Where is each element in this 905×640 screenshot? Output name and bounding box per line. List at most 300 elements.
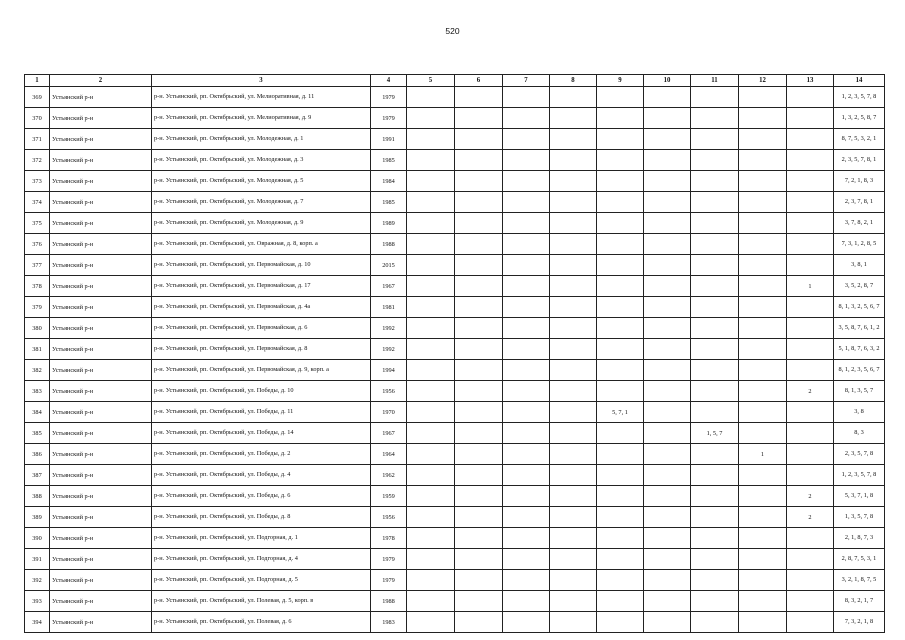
col7-cell	[503, 591, 550, 612]
address-cell: р-н. Устьянский, рп. Октябрьский, ул. Победы, д. 6	[152, 486, 371, 507]
col11-cell	[691, 591, 739, 612]
address-cell: р-н. Устьянский, рп. Октябрьский, ул. Победы, д. 10	[152, 381, 371, 402]
district-cell: Устьянский р-н	[50, 591, 152, 612]
row-number: 374	[25, 192, 50, 213]
col14-cell: 1, 3, 5, 7, 8	[834, 507, 885, 528]
col6-cell	[455, 297, 503, 318]
col11-cell	[691, 318, 739, 339]
col8-cell	[550, 444, 597, 465]
table-row	[25, 108, 885, 129]
col8-cell	[550, 549, 597, 570]
col12-cell	[739, 192, 787, 213]
col12-cell	[739, 381, 787, 402]
column-header-3: 3	[152, 75, 371, 87]
col10-cell	[644, 528, 691, 549]
col14-cell: 1, 2, 3, 5, 7, 8	[834, 87, 885, 108]
col14-cell: 3, 2, 1, 8, 7, 5	[834, 570, 885, 591]
col14-cell: 7, 2, 1, 8, 3	[834, 171, 885, 192]
year-cell: 1970	[371, 402, 407, 423]
col13-cell	[787, 171, 834, 192]
row-number: 371	[25, 129, 50, 150]
year-cell: 1985	[371, 150, 407, 171]
district-cell: Устьянский р-н	[50, 549, 152, 570]
col11-cell	[691, 255, 739, 276]
district-cell: Устьянский р-н	[50, 150, 152, 171]
col13-cell	[787, 360, 834, 381]
year-cell: 1988	[371, 591, 407, 612]
col8-cell	[550, 528, 597, 549]
col9-cell	[597, 339, 644, 360]
table-row	[25, 213, 885, 234]
district-cell: Устьянский р-н	[50, 381, 152, 402]
col9-cell	[597, 108, 644, 129]
col5-cell	[407, 318, 455, 339]
col10-cell	[644, 381, 691, 402]
table-row	[25, 570, 885, 591]
col6-cell	[455, 108, 503, 129]
col14-cell: 8, 1, 2, 3, 5, 6, 7	[834, 360, 885, 381]
col14-cell: 7, 3, 1, 2, 8, 5	[834, 234, 885, 255]
row-number: 391	[25, 549, 50, 570]
year-cell: 1989	[371, 213, 407, 234]
col11-cell	[691, 87, 739, 108]
year-cell: 1983	[371, 612, 407, 633]
district-cell: Устьянский р-н	[50, 402, 152, 423]
col11-cell	[691, 213, 739, 234]
col11-cell	[691, 108, 739, 129]
col7-cell	[503, 570, 550, 591]
address-cell: р-н. Устьянский, рп. Октябрьский, ул. Мелиоративная, д. 9	[152, 108, 371, 129]
col14-cell: 5, 3, 7, 1, 8	[834, 486, 885, 507]
district-cell: Устьянский р-н	[50, 507, 152, 528]
row-number: 380	[25, 318, 50, 339]
table-body	[25, 87, 885, 633]
year-cell: 1979	[371, 570, 407, 591]
col6-cell	[455, 465, 503, 486]
col12-cell	[739, 129, 787, 150]
col8-cell	[550, 255, 597, 276]
table-row	[25, 612, 885, 633]
row-number: 393	[25, 591, 50, 612]
col7-cell	[503, 339, 550, 360]
col11-cell	[691, 402, 739, 423]
col5-cell	[407, 402, 455, 423]
col14-cell: 8, 1, 3, 5, 7	[834, 381, 885, 402]
col7-cell	[503, 150, 550, 171]
col13-cell	[787, 570, 834, 591]
col6-cell	[455, 360, 503, 381]
col12-cell	[739, 360, 787, 381]
column-header-11: 11	[691, 75, 739, 87]
col13-cell	[787, 339, 834, 360]
address-cell: р-н. Устьянский, рп. Октябрьский, ул. Подгорная, д. 4	[152, 549, 371, 570]
col12-cell	[739, 297, 787, 318]
col5-cell	[407, 612, 455, 633]
year-cell: 1992	[371, 318, 407, 339]
col9-cell	[597, 612, 644, 633]
address-cell: р-н. Устьянский, рп. Октябрьский, ул. Первомайская, д. 17	[152, 276, 371, 297]
address-cell: р-н. Устьянский, рп. Октябрьский, ул. Победы, д. 8	[152, 507, 371, 528]
col10-cell	[644, 486, 691, 507]
col11-cell	[691, 507, 739, 528]
col7-cell	[503, 297, 550, 318]
column-header-9: 9	[597, 75, 644, 87]
col13-cell	[787, 549, 834, 570]
address-cell: р-н. Устьянский, рп. Октябрьский, ул. Овражная, д. 8, корп. а	[152, 234, 371, 255]
col9-cell	[597, 465, 644, 486]
row-number: 387	[25, 465, 50, 486]
col8-cell	[550, 213, 597, 234]
district-cell: Устьянский р-н	[50, 192, 152, 213]
row-number: 388	[25, 486, 50, 507]
col6-cell	[455, 192, 503, 213]
district-cell: Устьянский р-н	[50, 171, 152, 192]
col7-cell	[503, 318, 550, 339]
address-cell: р-н. Устьянский, рп. Октябрьский, ул. Первомайская, д. 4а	[152, 297, 371, 318]
col8-cell	[550, 507, 597, 528]
col7-cell	[503, 423, 550, 444]
col13-cell	[787, 528, 834, 549]
district-cell: Устьянский р-н	[50, 276, 152, 297]
col7-cell	[503, 486, 550, 507]
col9-cell	[597, 87, 644, 108]
col12-cell	[739, 108, 787, 129]
col12-cell	[739, 465, 787, 486]
row-number: 385	[25, 423, 50, 444]
col6-cell	[455, 87, 503, 108]
col13-cell	[787, 612, 834, 633]
column-header-1: 1	[25, 75, 50, 87]
year-cell: 1979	[371, 108, 407, 129]
year-cell: 1979	[371, 549, 407, 570]
col13-cell: 2	[787, 486, 834, 507]
col6-cell	[455, 318, 503, 339]
row-number: 386	[25, 444, 50, 465]
col8-cell	[550, 381, 597, 402]
table-row	[25, 318, 885, 339]
table-row	[25, 297, 885, 318]
col14-cell: 3, 5, 2, 8, 7	[834, 276, 885, 297]
row-number: 389	[25, 507, 50, 528]
column-header-14: 14	[834, 75, 885, 87]
col10-cell	[644, 276, 691, 297]
address-cell: р-н. Устьянский, рп. Октябрьский, ул. Победы, д. 11	[152, 402, 371, 423]
col8-cell	[550, 402, 597, 423]
col13-cell	[787, 129, 834, 150]
col6-cell	[455, 486, 503, 507]
col6-cell	[455, 507, 503, 528]
col6-cell	[455, 234, 503, 255]
col5-cell	[407, 381, 455, 402]
year-cell: 1962	[371, 465, 407, 486]
col8-cell	[550, 591, 597, 612]
col11-cell	[691, 129, 739, 150]
col10-cell	[644, 192, 691, 213]
col7-cell	[503, 381, 550, 402]
col9-cell	[597, 234, 644, 255]
col13-cell	[787, 87, 834, 108]
col14-cell: 3, 8	[834, 402, 885, 423]
col6-cell	[455, 276, 503, 297]
col5-cell	[407, 528, 455, 549]
district-cell: Устьянский р-н	[50, 423, 152, 444]
col8-cell	[550, 276, 597, 297]
col10-cell	[644, 402, 691, 423]
district-cell: Устьянский р-н	[50, 528, 152, 549]
table-row	[25, 423, 885, 444]
year-cell: 1967	[371, 276, 407, 297]
row-number: 369	[25, 87, 50, 108]
district-cell: Устьянский р-н	[50, 129, 152, 150]
col14-cell: 5, 1, 8, 7, 6, 3, 2	[834, 339, 885, 360]
row-number: 382	[25, 360, 50, 381]
table-row	[25, 234, 885, 255]
col14-cell: 2, 8, 7, 5, 3, 1	[834, 549, 885, 570]
col13-cell: 2	[787, 381, 834, 402]
table-row	[25, 360, 885, 381]
col9-cell	[597, 297, 644, 318]
col7-cell	[503, 192, 550, 213]
column-header-13: 13	[787, 75, 834, 87]
column-header-10: 10	[644, 75, 691, 87]
col10-cell	[644, 234, 691, 255]
table-row	[25, 402, 885, 423]
col11-cell	[691, 171, 739, 192]
year-cell: 1956	[371, 381, 407, 402]
col8-cell	[550, 129, 597, 150]
col7-cell	[503, 171, 550, 192]
col10-cell	[644, 297, 691, 318]
col10-cell	[644, 87, 691, 108]
col9-cell	[597, 381, 644, 402]
col9-cell	[597, 213, 644, 234]
district-cell: Устьянский р-н	[50, 465, 152, 486]
col5-cell	[407, 150, 455, 171]
col13-cell	[787, 423, 834, 444]
col9-cell	[597, 360, 644, 381]
col12-cell	[739, 255, 787, 276]
col11-cell	[691, 276, 739, 297]
col8-cell	[550, 360, 597, 381]
district-cell: Устьянский р-н	[50, 297, 152, 318]
col13-cell	[787, 591, 834, 612]
table-row	[25, 528, 885, 549]
row-number: 370	[25, 108, 50, 129]
table-row	[25, 192, 885, 213]
col12-cell	[739, 402, 787, 423]
col9-cell	[597, 129, 644, 150]
col9-cell	[597, 444, 644, 465]
col5-cell	[407, 192, 455, 213]
row-number: 379	[25, 297, 50, 318]
col8-cell	[550, 612, 597, 633]
col7-cell	[503, 255, 550, 276]
row-number: 383	[25, 381, 50, 402]
col5-cell	[407, 591, 455, 612]
row-number: 376	[25, 234, 50, 255]
table-row	[25, 255, 885, 276]
col7-cell	[503, 360, 550, 381]
col9-cell	[597, 570, 644, 591]
col5-cell	[407, 255, 455, 276]
col10-cell	[644, 444, 691, 465]
col12-cell	[739, 318, 787, 339]
col7-cell	[503, 549, 550, 570]
col7-cell	[503, 402, 550, 423]
table-row	[25, 339, 885, 360]
address-cell: р-н. Устьянский, рп. Октябрьский, ул. Первомайская, д. 8	[152, 339, 371, 360]
col5-cell	[407, 549, 455, 570]
housing-table	[24, 74, 885, 633]
district-cell: Устьянский р-н	[50, 108, 152, 129]
col8-cell	[550, 150, 597, 171]
col12-cell	[739, 612, 787, 633]
district-cell: Устьянский р-н	[50, 360, 152, 381]
col12-cell	[739, 213, 787, 234]
col10-cell	[644, 150, 691, 171]
col12-cell	[739, 591, 787, 612]
col11-cell	[691, 150, 739, 171]
col10-cell	[644, 423, 691, 444]
col9-cell	[597, 423, 644, 444]
col6-cell	[455, 444, 503, 465]
col12-cell	[739, 87, 787, 108]
col13-cell	[787, 402, 834, 423]
col13-cell	[787, 108, 834, 129]
year-cell: 1956	[371, 507, 407, 528]
year-cell: 1988	[371, 234, 407, 255]
col9-cell	[597, 528, 644, 549]
col12-cell	[739, 171, 787, 192]
col5-cell	[407, 108, 455, 129]
col10-cell	[644, 591, 691, 612]
year-cell: 1964	[371, 444, 407, 465]
col13-cell	[787, 192, 834, 213]
year-cell: 1984	[371, 171, 407, 192]
col11-cell	[691, 234, 739, 255]
address-cell: р-н. Устьянский, рп. Октябрьский, ул. Молодежная, д. 7	[152, 192, 371, 213]
table-row	[25, 129, 885, 150]
col6-cell	[455, 591, 503, 612]
table-row	[25, 465, 885, 486]
col8-cell	[550, 570, 597, 591]
col14-cell: 3, 5, 8, 7, 6, 1, 2	[834, 318, 885, 339]
year-cell: 1985	[371, 192, 407, 213]
col11-cell	[691, 444, 739, 465]
col5-cell	[407, 570, 455, 591]
col14-cell: 8, 7, 5, 3, 2, 1	[834, 129, 885, 150]
col11-cell	[691, 612, 739, 633]
col10-cell	[644, 507, 691, 528]
column-header-6: 6	[455, 75, 503, 87]
address-cell: р-н. Устьянский, рп. Октябрьский, ул. Полевая, д. 6	[152, 612, 371, 633]
year-cell: 1959	[371, 486, 407, 507]
col5-cell	[407, 87, 455, 108]
address-cell: р-н. Устьянский, рп. Октябрьский, ул. Молодежная, д. 3	[152, 150, 371, 171]
col6-cell	[455, 528, 503, 549]
col13-cell: 1	[787, 276, 834, 297]
col8-cell	[550, 87, 597, 108]
row-number: 375	[25, 213, 50, 234]
address-cell: р-н. Устьянский, рп. Октябрьский, ул. Победы, д. 14	[152, 423, 371, 444]
col7-cell	[503, 129, 550, 150]
col7-cell	[503, 528, 550, 549]
row-number: 392	[25, 570, 50, 591]
col6-cell	[455, 381, 503, 402]
col14-cell: 8, 3	[834, 423, 885, 444]
address-cell: р-н. Устьянский, рп. Октябрьский, ул. Первомайская, д. 6	[152, 318, 371, 339]
table-row	[25, 549, 885, 570]
col11-cell	[691, 297, 739, 318]
col6-cell	[455, 171, 503, 192]
col6-cell	[455, 402, 503, 423]
col10-cell	[644, 318, 691, 339]
district-cell: Устьянский р-н	[50, 570, 152, 591]
col7-cell	[503, 276, 550, 297]
district-cell: Устьянский р-н	[50, 213, 152, 234]
table-row	[25, 486, 885, 507]
col5-cell	[407, 129, 455, 150]
address-cell: р-н. Устьянский, рп. Октябрьский, ул. Полевая, д. 5, корп. в	[152, 591, 371, 612]
year-cell: 1992	[371, 339, 407, 360]
col12-cell	[739, 570, 787, 591]
col5-cell	[407, 444, 455, 465]
address-cell: р-н. Устьянский, рп. Октябрьский, ул. Мелиоративная, д. 11	[152, 87, 371, 108]
row-number: 390	[25, 528, 50, 549]
col11-cell: 1, 5, 7	[691, 423, 739, 444]
col7-cell	[503, 213, 550, 234]
col6-cell	[455, 129, 503, 150]
page-number: 520	[445, 26, 460, 36]
col7-cell	[503, 108, 550, 129]
col8-cell	[550, 423, 597, 444]
col12-cell	[739, 549, 787, 570]
address-cell: р-н. Устьянский, рп. Октябрьский, ул. Первомайская, д. 9, корп. а	[152, 360, 371, 381]
column-header-2: 2	[50, 75, 152, 87]
table-row	[25, 276, 885, 297]
col14-cell: 1, 2, 3, 5, 7, 8	[834, 465, 885, 486]
col10-cell	[644, 339, 691, 360]
col12-cell	[739, 423, 787, 444]
address-cell: р-н. Устьянский, рп. Октябрьский, ул. Первомайская, д. 10	[152, 255, 371, 276]
col6-cell	[455, 570, 503, 591]
district-cell: Устьянский р-н	[50, 612, 152, 633]
col14-cell: 8, 1, 3, 2, 5, 6, 7	[834, 297, 885, 318]
address-cell: р-н. Устьянский, рп. Октябрьский, ул. Подгорная, д. 5	[152, 570, 371, 591]
table-row	[25, 171, 885, 192]
col6-cell	[455, 612, 503, 633]
col8-cell	[550, 297, 597, 318]
col14-cell: 2, 1, 8, 7, 3	[834, 528, 885, 549]
address-cell: р-н. Устьянский, рп. Октябрьский, ул. Подгорная, д. 1	[152, 528, 371, 549]
address-cell: р-н. Устьянский, рп. Октябрьский, ул. Молодежная, д. 9	[152, 213, 371, 234]
row-number: 378	[25, 276, 50, 297]
address-cell: р-н. Устьянский, рп. Октябрьский, ул. Молодежная, д. 1	[152, 129, 371, 150]
col7-cell	[503, 507, 550, 528]
col6-cell	[455, 339, 503, 360]
year-cell: 1994	[371, 360, 407, 381]
district-cell: Устьянский р-н	[50, 444, 152, 465]
col13-cell	[787, 150, 834, 171]
district-cell: Устьянский р-н	[50, 234, 152, 255]
col5-cell	[407, 297, 455, 318]
col9-cell	[597, 276, 644, 297]
column-header-12: 12	[739, 75, 787, 87]
table-row	[25, 591, 885, 612]
col5-cell	[407, 213, 455, 234]
address-cell: р-н. Устьянский, рп. Октябрьский, ул. Победы, д. 4	[152, 465, 371, 486]
address-cell: р-н. Устьянский, рп. Октябрьский, ул. Победы, д. 2	[152, 444, 371, 465]
